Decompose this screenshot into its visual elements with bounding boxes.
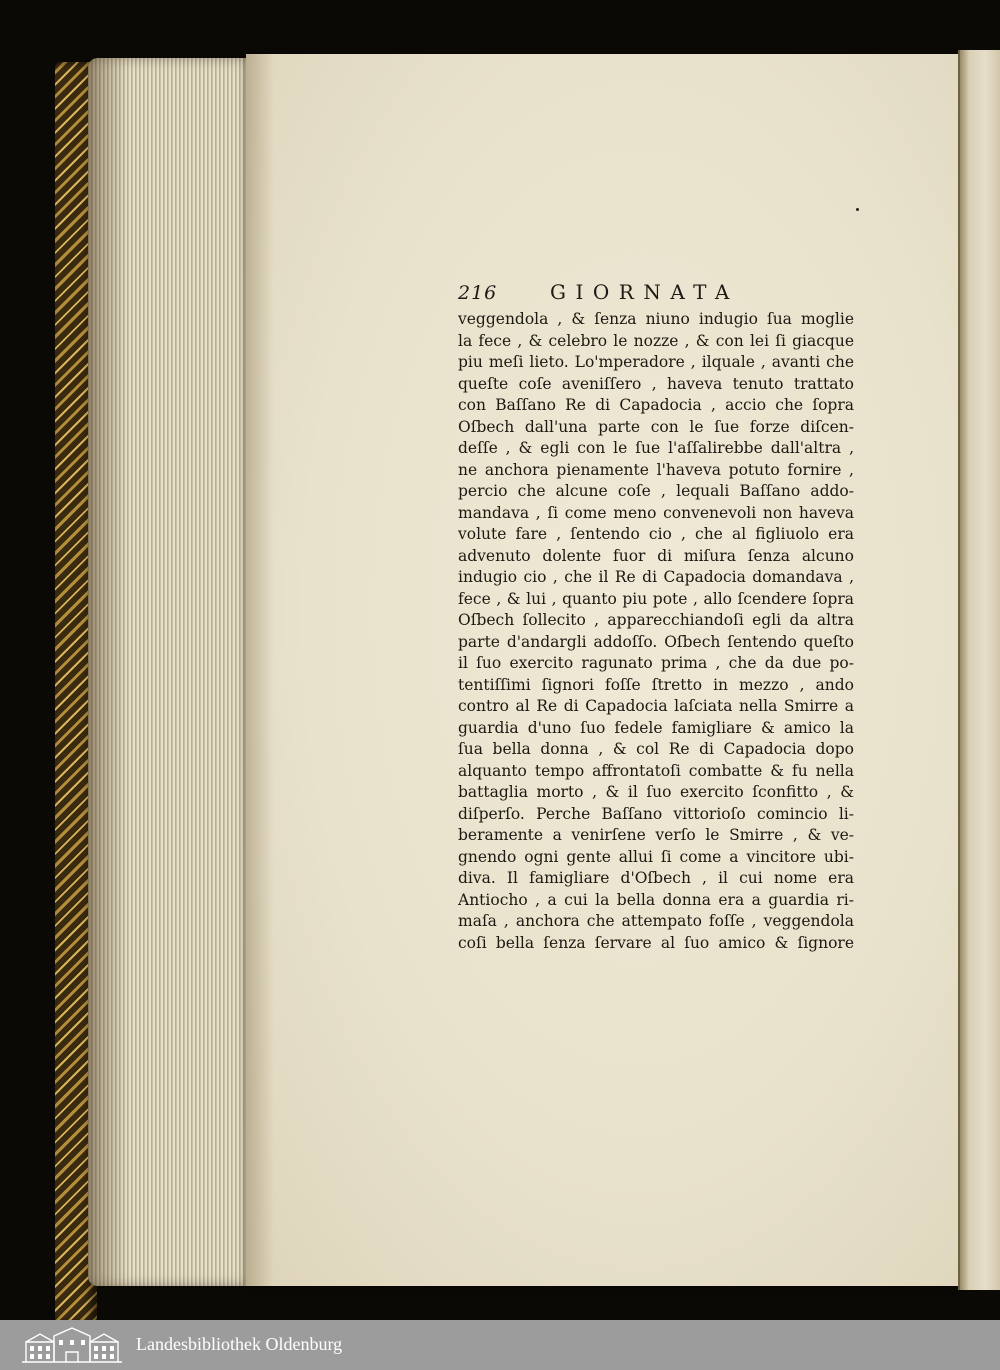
text-line: piu meſi lieto. Lo'mperadore , ilquale , avanti che	[458, 353, 854, 371]
page-edges	[88, 58, 250, 1286]
text-line: contro al Re di Capadocia laſciata nella Smirre a	[458, 697, 854, 715]
text-line: veggendola , & ſenza niuno indugio ſua moglie	[458, 310, 854, 328]
text-line: Oſbech ſollecito , apparecchiandoſi egli da altra	[458, 611, 854, 629]
footer-bar	[0, 1320, 1000, 1370]
text-line: Antiocho , a cui la bella donna era a guardia ri-	[458, 890, 854, 909]
text-line: fece , & lui , quanto piu pote , allo ſcendere ſopra	[458, 589, 854, 608]
text-line: diſperſo. Perche Baſſano vittorioſo comincio li-	[458, 804, 854, 823]
text-line: il ſuo exercito ragunato prima , che da due po-	[458, 654, 854, 672]
running-head	[458, 280, 854, 310]
text-line: indugio cio , che il Re di Capadocia domandava ,	[458, 568, 854, 586]
text-line: queſte coſe aveniſſero , haveva tenuto trattato	[458, 374, 854, 393]
library-name: Landesbibliothek Oldenburg	[136, 1334, 343, 1354]
page-number: 216	[458, 282, 498, 304]
text-line: diva. Il famigliare d'Oſbech , il cui nome era	[458, 869, 854, 887]
text-line: Oſbech dall'una parte con le ſue forze diſcen-	[458, 417, 854, 436]
ink-spot	[856, 208, 859, 211]
text-line: deſſe , & egli con le ſue l'aſſalirebbe dall'altra ,	[458, 439, 854, 457]
text-line: con Baſſano Re di Capadocia , accio che ſopra	[458, 396, 854, 414]
text-line: guardia d'uno ſuo fedele famigliare & amico la	[458, 718, 854, 737]
text-line: mandava , ſi come meno convenevoli non haveva	[458, 503, 854, 522]
text-line: battaglia morto , & il ſuo exercito ſconfitto , &	[458, 783, 854, 801]
body-text	[458, 309, 854, 954]
text-line: gnendo ogni gente allui ſi come a vincitore ubi-	[458, 847, 854, 866]
text-line: maſa , anchora che attempato foſſe , veggendola	[458, 912, 854, 930]
text-line: beramente a venirſene verſo le Smirre , & ve-	[458, 826, 854, 844]
text-line: ne anchora pienamente l'haveva potuto fornire ,	[458, 460, 854, 479]
text-line: coſi bella ſenza ſervare al ſuo amico & ſignore	[458, 933, 854, 952]
text-line: percio che alcune coſe , lequali Baſſano addo-	[458, 482, 854, 500]
text-line: volute fare , ſentendo cio , che al figliuolo era	[458, 525, 854, 543]
running-head-title: GIORNATA	[550, 280, 739, 304]
text-line: advenuto dolente fuor di miſura ſenza alcuno	[458, 546, 854, 565]
facing-page-edge	[958, 50, 1000, 1290]
text-line: la fece , & celebro le nozze , & con lei ſi giacque	[458, 331, 854, 350]
library-building-icon	[20, 1326, 124, 1364]
text-line: alquanto tempo affrontatoſi combatte & fu nella	[458, 761, 854, 780]
text-line: parte d'andargli addoſſo. Oſbech ſentendo queſto	[458, 632, 854, 651]
text-line: tentiſſimi ſignori foſſe ſtretto in mezzo , ando	[458, 675, 854, 694]
text-line: ſua bella donna , & col Re di Capadocia dopo	[458, 740, 854, 758]
